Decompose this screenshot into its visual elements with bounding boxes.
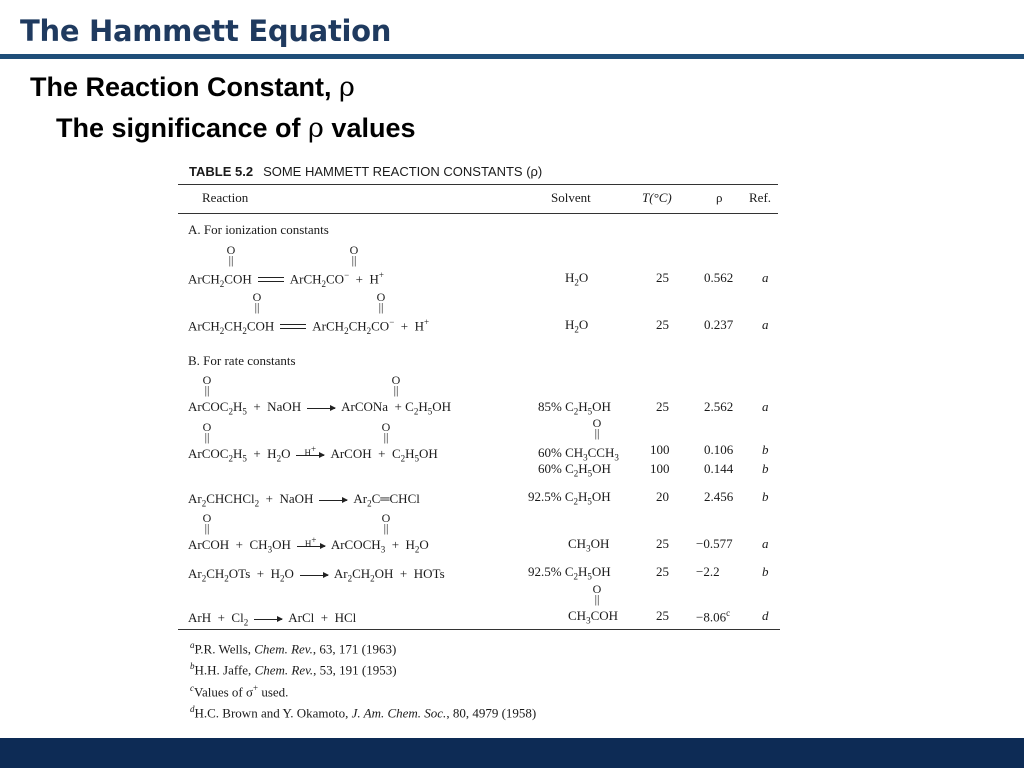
- footnote-a: $^a$P.R. Wells, Chem. Rev., 63, 171 (1963): [190, 640, 397, 657]
- ref-cell: a: [762, 399, 769, 414]
- rho-cell: −2.2: [696, 564, 720, 579]
- temp-cell: 25: [656, 270, 669, 285]
- ref-cell: a: [762, 317, 769, 332]
- footnote-marker: c: [726, 608, 731, 618]
- table-caption: [189, 164, 542, 179]
- rho-symbol: ρ: [339, 72, 355, 103]
- ref-cell: a: [762, 270, 769, 285]
- temp-cell: 100: [650, 442, 670, 457]
- ref-cell: b: [762, 489, 769, 504]
- subheading-text-a: The significance of: [56, 113, 309, 143]
- rho-cell: 2.562: [704, 399, 734, 414]
- sub-heading: [56, 113, 415, 144]
- reaction-equation: $Ar_2CHCHCl_2$ + NaOH $Ar_2C═CHCl$: [188, 491, 420, 509]
- footnote-d: $^d$H.C. Brown and Y. Okamoto, J. Am. Chem. Soc., 80, 4979 (1958): [190, 704, 537, 721]
- rho-cell: 0.237: [704, 317, 734, 332]
- carbonyl-mark: O ||: [202, 373, 212, 397]
- hammett-table-image: [178, 156, 784, 722]
- carbonyl-mark: O ||: [381, 420, 391, 444]
- solvent-cell: $H_2O$: [565, 270, 589, 288]
- table-bottom-rule: [178, 629, 780, 630]
- solvent-cell: $CH_3OH$: [568, 536, 610, 554]
- temp-cell: 100: [650, 461, 670, 476]
- carbonyl-mark: O ||: [381, 511, 391, 535]
- carbonyl-mark: O ||: [252, 290, 262, 314]
- reaction-equation: ArH + $Cl_2$ ArCl + HCl: [188, 610, 357, 628]
- title-underline: [0, 54, 1024, 59]
- solvent-cell: 60% $C_2H_5OH$: [538, 461, 611, 479]
- carbonyl-mark: O ||: [592, 416, 602, 440]
- col-header-rho: ρ: [716, 190, 723, 205]
- ref-cell: b: [762, 461, 769, 476]
- temp-cell: 25: [656, 536, 669, 551]
- reaction-equation: $ArCH_2CH_2COH$ $ArCH_2CH_2CO^- + H^+$: [188, 317, 430, 336]
- solvent-cell: $CH_3COH$: [568, 608, 619, 626]
- rho-cell: −0.577: [696, 536, 733, 551]
- reaction-equation: ArCH$_2$COH ArCH$_2$CO− + H+: [188, 270, 384, 289]
- col-header-reaction: Reaction: [202, 190, 249, 205]
- solvent-cell: $H_2O$: [565, 317, 589, 335]
- rho-cell: 0.562: [704, 270, 734, 285]
- rho-cell: 2.456: [704, 489, 734, 504]
- col-header-temp: T(°C): [642, 190, 672, 205]
- carbonyl-mark: O ||: [226, 243, 236, 267]
- solvent-cell: 92.5% $C_2H_5OH$: [528, 564, 611, 582]
- header-bottom-rule: [178, 213, 778, 214]
- col-header-ref: Ref.: [749, 190, 772, 205]
- table-title: SOME HAMMETT REACTION CONSTANTS (ρ): [263, 164, 543, 179]
- carbonyl-mark: O ||: [391, 373, 401, 397]
- reaction-equation: $Ar_2CH_2OTs + H_2O$ $Ar_2CH_2OH$ + HOTs: [188, 566, 445, 584]
- section-b-label: B. For rate constants: [188, 353, 296, 368]
- rho-cell: 0.144: [704, 461, 734, 476]
- ref-cell: d: [762, 608, 769, 623]
- reaction-equation: $ArCOC_2H_5$ + NaOH ArCONa + $C_2H_5OH$: [188, 399, 451, 417]
- heading-text: The Reaction Constant,: [30, 72, 340, 102]
- ref-cell: b: [762, 442, 769, 457]
- reaction-equation: ArCOH + $CH_3OH$ H+ ArCOCH$_3$ + $H_2O$: [188, 534, 429, 555]
- temp-cell: 25: [656, 317, 669, 332]
- section-a-label: A. For ionization constants: [188, 222, 329, 237]
- temp-cell: 20: [656, 489, 669, 504]
- carbonyl-mark: O ||: [376, 290, 386, 314]
- carbonyl-mark: O ||: [202, 420, 212, 444]
- carbonyl-mark: O ||: [592, 582, 602, 606]
- col-header-solvent: Solvent: [551, 190, 591, 205]
- header-top-rule: [178, 184, 778, 185]
- temp-cell: 25: [656, 399, 669, 414]
- ref-cell: a: [762, 536, 769, 551]
- slide-title: The Hammett Equation: [20, 14, 392, 48]
- footnote-b: $^b$H.H. Jaffe, Chem. Rev., 53, 191 (1953): [190, 661, 397, 678]
- rho-cell: 0.106: [704, 442, 734, 457]
- solvent-cell: 85% $C_2H_5OH$: [538, 399, 611, 417]
- rho-value: −8.06: [696, 609, 727, 625]
- rho-symbol: ρ: [308, 113, 324, 144]
- carbonyl-mark: O ||: [202, 511, 212, 535]
- solvent-cell: 92.5% $C_2H_5OH$: [528, 489, 611, 507]
- reaction-equation: $ArCOC_2H_5 + H_2O$ H+ ArCOH + $C_2H_5OH$: [188, 443, 438, 464]
- footnote-c: $^c$Values of σ+ used.: [190, 683, 289, 700]
- subheading-text-b: values: [323, 113, 416, 143]
- footer-bar: [0, 738, 1024, 768]
- section-heading: [30, 72, 355, 103]
- temp-cell: 25: [656, 608, 669, 623]
- carbonyl-mark: O ||: [349, 243, 359, 267]
- rho-cell: [696, 608, 730, 625]
- table-number: TABLE 5.2: [189, 164, 254, 179]
- temp-cell: 25: [656, 564, 669, 579]
- ref-cell: b: [762, 564, 769, 579]
- solvent-cell: 60% $CH_3CCH_3$: [538, 445, 619, 463]
